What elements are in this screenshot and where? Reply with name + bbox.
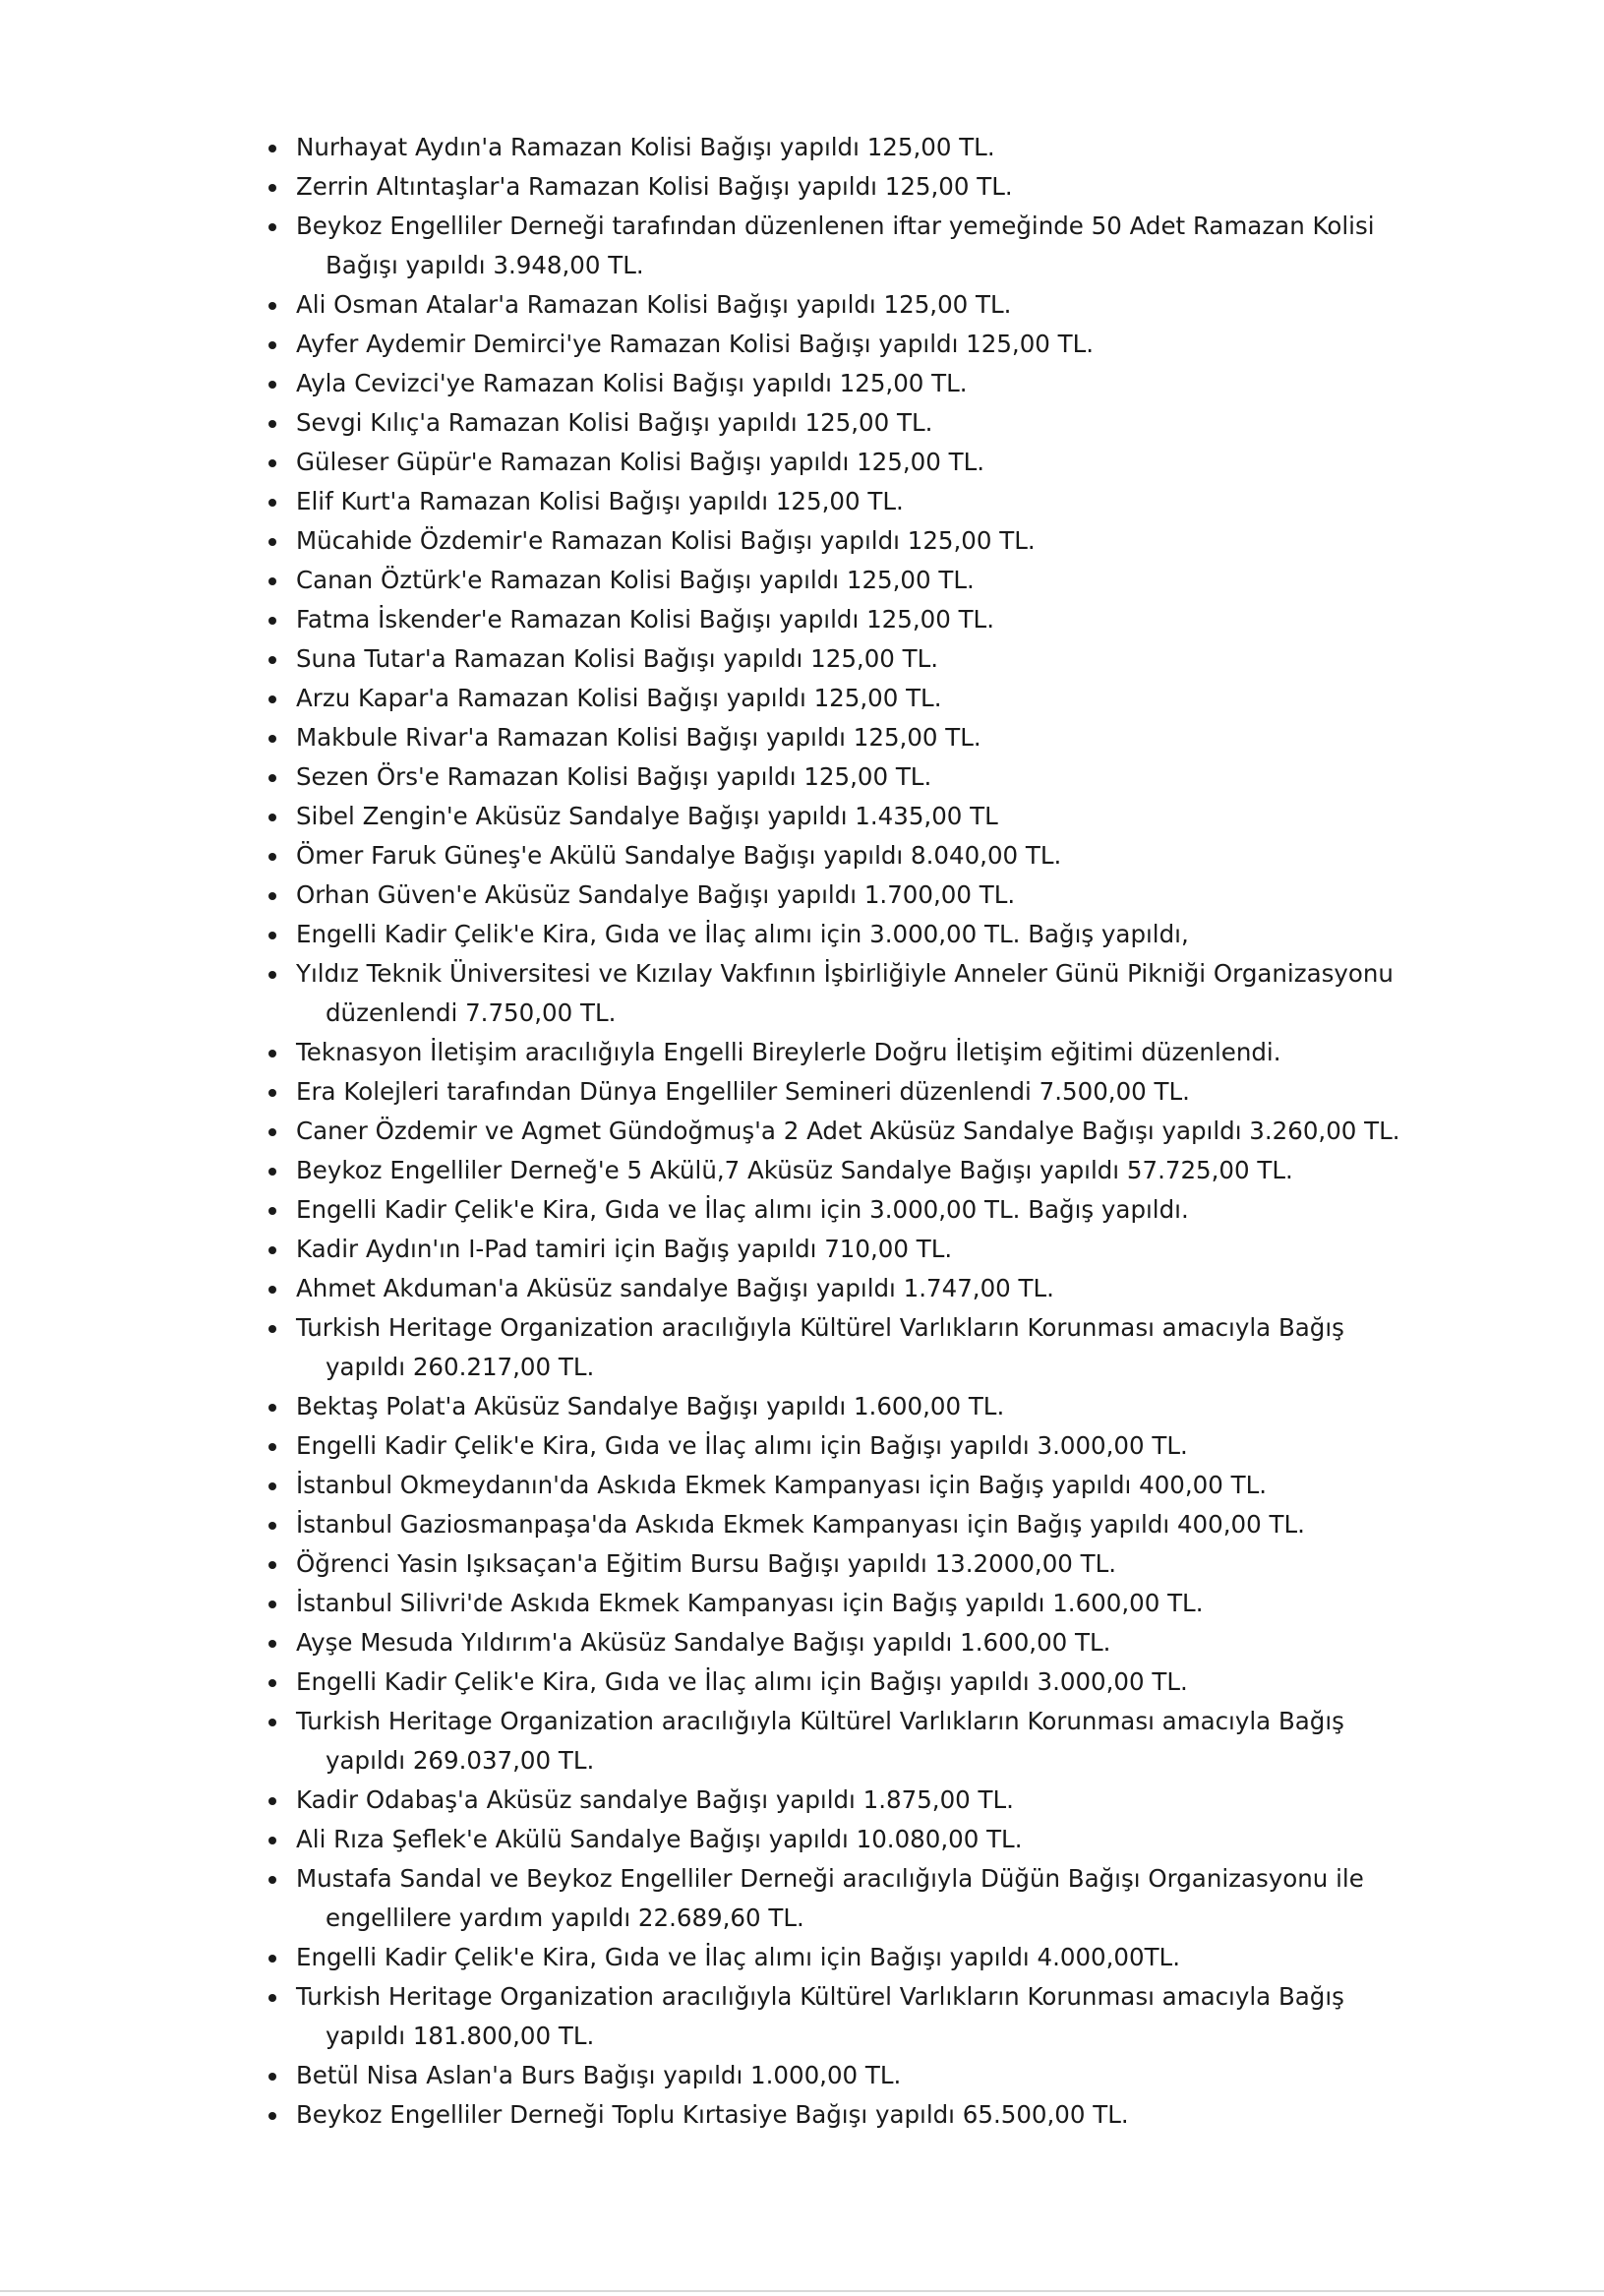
- list-item: [268, 718, 1439, 757]
- list-item: [268, 1426, 1439, 1466]
- list-item-text: Beykoz Engelliler Derneğ'e 5 Akülü,7 Aküsüz Sandalye Bağışı yapıldı 57.725,00 TL.: [296, 1156, 1293, 1184]
- list-item-text: Sibel Zengin'e Aküsüz Sandalye Bağışı yapıldı 1.435,00 TL: [296, 802, 998, 830]
- list-item-text: Ayfer Aydemir Demirci'ye Ramazan Kolisi Bağışı yapıldı 125,00 TL.: [296, 330, 1095, 358]
- list-item: [268, 876, 1439, 915]
- list-item-text: Turkish Heritage Organization aracılığıyla Kültürel Varlıkların Korunması amacıyla Bağış: [296, 1313, 1344, 1342]
- list-item-text: Mustafa Sandal ve Beykoz Engelliler Derneği aracılığıyla Düğün Bağışı Organizasyonu ile: [296, 1864, 1364, 1893]
- list-item: [268, 561, 1439, 600]
- list-item: [268, 521, 1439, 561]
- list-item-text: Era Kolejleri tarafından Dünya Engelliler Semineri düzenlendi 7.500,00 TL.: [296, 1077, 1190, 1106]
- list-item: [268, 954, 1439, 1033]
- list-item: [268, 1230, 1439, 1269]
- list-item: [268, 757, 1439, 797]
- list-item: [268, 2095, 1439, 2135]
- list-item-text: İstanbul Silivri'de Askıda Ekmek Kampanyası için Bağış yapıldı 1.600,00 TL.: [296, 1589, 1204, 1617]
- list-item-text: Beykoz Engelliler Derneği Toplu Kırtasiye Bağışı yapıldı 65.500,00 TL.: [296, 2100, 1129, 2129]
- list-item-text: Ali Osman Atalar'a Ramazan Kolisi Bağışı yapıldı 125,00 TL.: [296, 290, 1012, 319]
- list-item-text: Engelli Kadir Çelik'e Kira, Gıda ve İlaç alımı için Bağışı yapıldı 3.000,00 TL.: [296, 1431, 1188, 1460]
- list-item: [268, 207, 1439, 285]
- list-item: [268, 128, 1439, 167]
- list-item-text: Yıldız Teknik Üniversitesi ve Kızılay Vakfının İşbirliğiyle Anneler Günü Pikniği Organizasyonu: [296, 959, 1394, 988]
- list-item-text: Suna Tutar'a Ramazan Kolisi Bağışı yapıldı 125,00 TL.: [296, 644, 939, 673]
- list-item: [268, 1938, 1439, 1977]
- list-item-text: Makbule Rivar'a Ramazan Kolisi Bağışı yapıldı 125,00 TL.: [296, 723, 981, 752]
- list-item-text: Ömer Faruk Güneş'e Akülü Sandalye Bağışı yapıldı 8.040,00 TL.: [296, 841, 1062, 870]
- list-item: [268, 1190, 1439, 1230]
- list-item-continuation: yapıldı 260.217,00 TL.: [326, 1353, 595, 1381]
- list-item-text: Elif Kurt'a Ramazan Kolisi Bağışı yapıldı 125,00 TL.: [296, 487, 904, 515]
- list-item-text: Ayla Cevizci'ye Ramazan Kolisi Bağışı yapıldı 125,00 TL.: [296, 369, 968, 397]
- list-item-continuation: düzenlendi 7.750,00 TL.: [326, 998, 617, 1027]
- list-item: [268, 1387, 1439, 1426]
- list-item: [268, 2056, 1439, 2095]
- list-item: [268, 1505, 1439, 1544]
- list-item-continuation: yapıldı 181.800,00 TL.: [326, 2022, 595, 2050]
- list-item: [268, 1033, 1439, 1072]
- list-item-continuation: Bağışı yapıldı 3.948,00 TL.: [326, 251, 644, 279]
- list-item-text: Orhan Güven'e Aküsüz Sandalye Bağışı yapıldı 1.700,00 TL.: [296, 880, 1016, 909]
- list-item-text: Nurhayat Aydın'a Ramazan Kolisi Bağışı yapıldı 125,00 TL.: [296, 133, 995, 161]
- list-item-text: İstanbul Gaziosmanpaşa'da Askıda Ekmek Kampanyası için Bağış yapıldı 400,00 TL.: [296, 1510, 1305, 1539]
- list-item-text: Engelli Kadir Çelik'e Kira, Gıda ve İlaç alımı için 3.000,00 TL. Bağış yapıldı,: [296, 920, 1189, 948]
- list-item-text: Canan Öztürk'e Ramazan Kolisi Bağışı yapıldı 125,00 TL.: [296, 566, 975, 594]
- list-item: [268, 1269, 1439, 1308]
- list-item: [268, 1584, 1439, 1623]
- list-item-text: Engelli Kadir Çelik'e Kira, Gıda ve İlaç alımı için 3.000,00 TL. Bağış yapıldı.: [296, 1195, 1189, 1224]
- list-item: [268, 1662, 1439, 1702]
- list-item: [268, 679, 1439, 718]
- list-item-text: Betül Nisa Aslan'a Burs Bağışı yapıldı 1.000,00 TL.: [296, 2061, 902, 2089]
- list-item: [268, 364, 1439, 403]
- list-item-text: Kadir Aydın'ın I-Pad tamiri için Bağış yapıldı 710,00 TL.: [296, 1235, 953, 1263]
- donation-list: [268, 128, 1439, 2135]
- list-item-text: Zerrin Altıntaşlar'a Ramazan Kolisi Bağışı yapıldı 125,00 TL.: [296, 172, 1013, 201]
- list-item: [268, 915, 1439, 954]
- list-item-text: Arzu Kapar'a Ramazan Kolisi Bağışı yapıldı 125,00 TL.: [296, 684, 942, 712]
- list-item: [268, 1781, 1439, 1820]
- list-item: [268, 1072, 1439, 1112]
- list-item-text: Teknasyon İletişim aracılığıyla Engelli Bireylerle Doğru İletişim eğitimi düzenlendi.: [296, 1038, 1281, 1066]
- list-item-text: Caner Özdemir ve Agmet Gündoğmuş'a 2 Adet Aküsüz Sandalye Bağışı yapıldı 3.260,00 TL.: [296, 1117, 1400, 1145]
- list-item: [268, 1623, 1439, 1662]
- list-item-continuation: engellilere yardım yapıldı 22.689,60 TL.: [326, 1903, 804, 1932]
- list-item: [268, 1544, 1439, 1584]
- list-item: [268, 443, 1439, 482]
- list-item-text: Turkish Heritage Organization aracılığıyla Kültürel Varlıkların Korunması amacıyla Bağış: [296, 1707, 1344, 1735]
- list-item: [268, 1702, 1439, 1781]
- list-item-text: Öğrenci Yasin Işıksaçan'a Eğitim Bursu Bağışı yapıldı 13.2000,00 TL.: [296, 1549, 1117, 1578]
- list-item-text: Fatma İskender'e Ramazan Kolisi Bağışı yapıldı 125,00 TL.: [296, 605, 994, 634]
- list-item-text: Sezen Örs'e Ramazan Kolisi Bağışı yapıldı 125,00 TL.: [296, 762, 932, 791]
- list-item: [268, 403, 1439, 443]
- list-item: [268, 325, 1439, 364]
- list-item-continuation: yapıldı 269.037,00 TL.: [326, 1746, 595, 1775]
- list-item-text: Engelli Kadir Çelik'e Kira, Gıda ve İlaç alımı için Bağışı yapıldı 4.000,00TL.: [296, 1943, 1180, 1971]
- list-item-text: Engelli Kadir Çelik'e Kira, Gıda ve İlaç alımı için Bağışı yapıldı 3.000,00 TL.: [296, 1667, 1188, 1696]
- list-item-text: İstanbul Okmeydanın'da Askıda Ekmek Kampanyası için Bağış yapıldı 400,00 TL.: [296, 1471, 1268, 1499]
- list-item: [268, 1820, 1439, 1859]
- list-item: [268, 1859, 1439, 1938]
- list-item-text: Beykoz Engelliler Derneği tarafından düzenlenen iftar yemeğinde 50 Adet Ramazan Kolisi: [296, 211, 1375, 240]
- list-item-text: Turkish Heritage Organization aracılığıyla Kültürel Varlıkların Korunması amacıyla Bağış: [296, 1982, 1344, 2011]
- list-item: [268, 285, 1439, 325]
- list-item: [268, 797, 1439, 836]
- list-item: [268, 836, 1439, 876]
- list-item: [268, 1112, 1439, 1151]
- list-item-text: Mücahide Özdemir'e Ramazan Kolisi Bağışı yapıldı 125,00 TL.: [296, 526, 1036, 555]
- list-item-text: Güleser Güpür'e Ramazan Kolisi Bağışı yapıldı 125,00 TL.: [296, 448, 985, 476]
- list-item: [268, 1308, 1439, 1387]
- list-item: [268, 167, 1439, 207]
- list-item-text: Ahmet Akduman'a Aküsüz sandalye Bağışı yapıldı 1.747,00 TL.: [296, 1274, 1054, 1302]
- list-item-text: Sevgi Kılıç'a Ramazan Kolisi Bağışı yapıldı 125,00 TL.: [296, 408, 933, 437]
- list-item: [268, 1151, 1439, 1190]
- list-item: [268, 1977, 1439, 2056]
- list-item-text: Kadir Odabaş'a Aküsüz sandalye Bağışı yapıldı 1.875,00 TL.: [296, 1785, 1014, 1814]
- list-item-text: Bektaş Polat'a Aküsüz Sandalye Bağışı yapıldı 1.600,00 TL.: [296, 1392, 1005, 1420]
- list-item: [268, 1466, 1439, 1505]
- list-item: [268, 600, 1439, 639]
- list-item: [268, 639, 1439, 679]
- list-item-text: Ali Rıza Şeflek'e Akülü Sandalye Bağışı yapıldı 10.080,00 TL.: [296, 1825, 1023, 1853]
- page-bottom-edge: [0, 2290, 1604, 2292]
- list-item: [268, 482, 1439, 521]
- list-item-text: Ayşe Mesuda Yıldırım'a Aküsüz Sandalye Bağışı yapıldı 1.600,00 TL.: [296, 1628, 1111, 1657]
